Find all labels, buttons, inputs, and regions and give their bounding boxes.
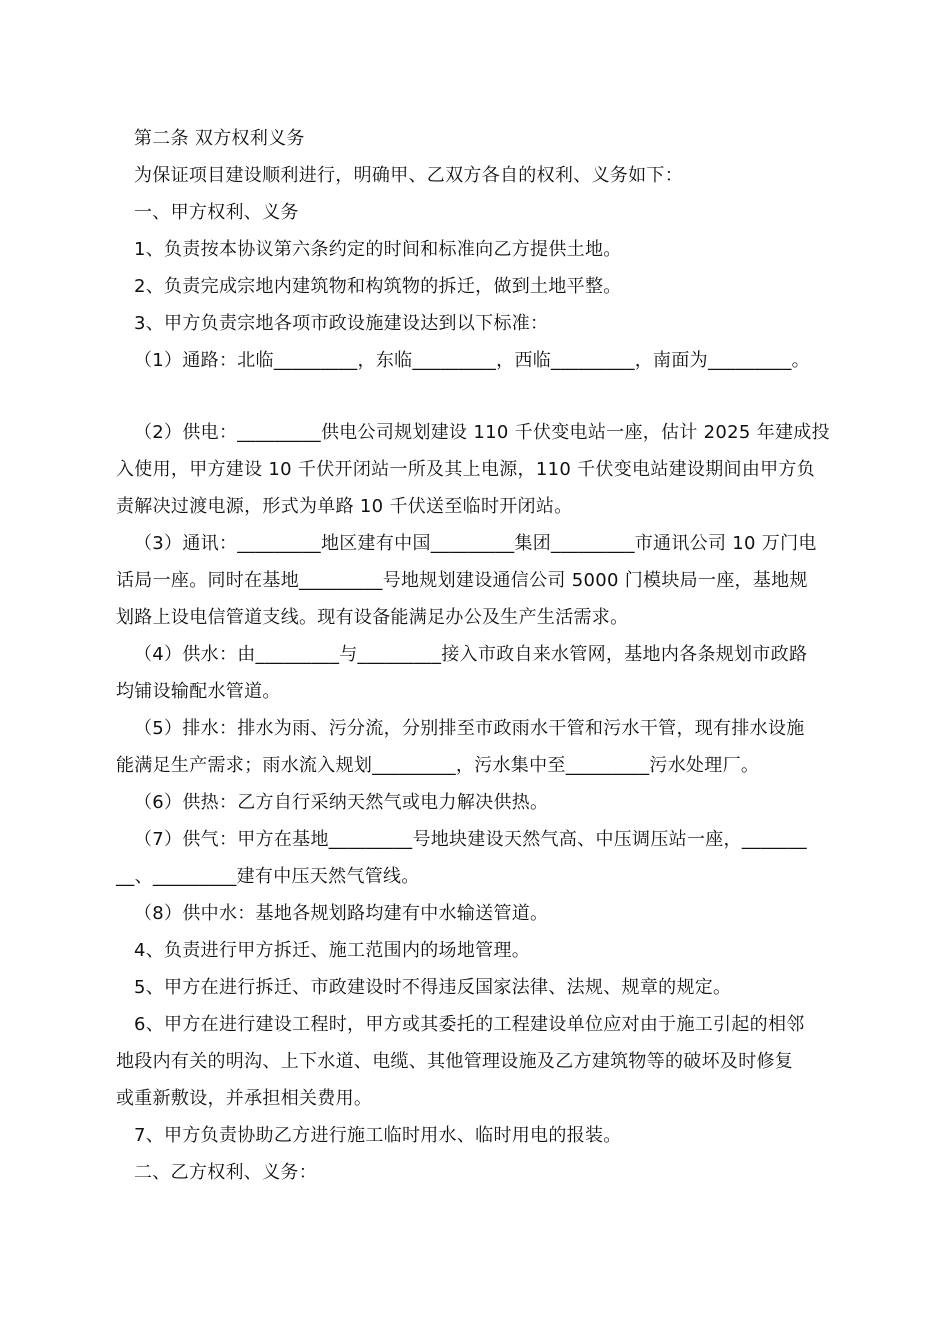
item-drainage-line-1: （5）排水：排水为雨、污分流，分别排至市政雨水干管和污水干管，现有排水设施 [134,718,805,739]
item-power-line-2: 入使用，甲方建设 10 千伏开闭站一所及其上电源，110 千伏变电站建设期间由甲方负 [116,459,816,480]
clause-4: 4、负责进行甲方拆迁、施工范围内的场地管理。 [134,940,531,961]
item-telecom-line-2: 话局一座。同时在基地_________号地规划建设通信公司 5000 门模块局一座，基地规 [116,570,808,591]
item-gas-line-1: （7）供气：甲方在基地_________号地块建设天然气高、中压调压站一座，_______ [134,829,807,850]
clause-5: 5、甲方在进行拆迁、市政建设时不得违反国家法律、法规、规章的规定。 [134,977,732,998]
clause-6-line-3: 或重新敷设，并承担相关费用。 [116,1088,373,1109]
item-power-line-3: 责解决过渡电源，形式为单路 10 千伏送至临时开闭站。 [116,496,573,517]
section-heading-party-a: 一、甲方权利、义务 [134,202,299,223]
item-water-line-2: 均铺设输配水管道。 [116,681,281,702]
clause-3: 3、甲方负责宗地各项市政设施建设达到以下标准： [134,313,549,334]
item-gas-line-2: __、_________建有中压天然气管线。 [116,866,420,887]
item-power-line-1: （2）供电：_________供电公司规划建设 110 千伏变电站一座，估计 2025 年建成投 [134,422,830,443]
item-water-line-1: （4）供水：由_________与_________接入市政自来水管网，基地内各条规划市政路 [134,644,808,665]
clause-1: 1、负责按本协议第六条约定的时间和标准向乙方提供土地。 [134,239,622,260]
item-road: （1）通路：北临_________，东临_________，西临_________，南面为_________。 [134,350,810,371]
clause-6-line-2: 地段内有关的明沟、上下水道、电缆、其他管理设施及乙方建筑物等的破坏及时修复 [116,1051,794,1072]
clause-7: 7、甲方负责协助乙方进行施工临时用水、临时用电的报装。 [134,1125,622,1146]
section-heading-party-b: 二、乙方权利、义务： [134,1162,317,1183]
item-drainage-line-2: 能满足生产需求；雨水流入规划_________，污水集中至_________污水处理厂。 [116,755,760,776]
item-reclaimed-water: （8）供中水：基地各规划路均建有中水输送管道。 [134,903,549,924]
clause-2: 2、负责完成宗地内建筑物和构筑物的拆迁，做到土地平整。 [134,276,622,297]
item-telecom-line-3: 划路上设电信管道支线。现有设备能满足办公及生产生活需求。 [116,607,629,628]
clause-6-line-1: 6、甲方在进行建设工程时，甲方或其委托的工程建设单位应对由于施工引起的相邻 [134,1014,805,1035]
item-heating: （6）供热：乙方自行采纳天然气或电力解决供热。 [134,792,549,813]
item-telecom-line-1: （3）通讯：_________地区建有中国_________集团_________市通讯公司 10 万门电 [134,533,817,554]
document-body [116,120,836,1191]
intro-paragraph: 为保证项目建设顺利进行，明确甲、乙双方各自的权利、义务如下： [134,165,683,186]
article-heading: 第二条 双方权利义务 [134,128,305,149]
